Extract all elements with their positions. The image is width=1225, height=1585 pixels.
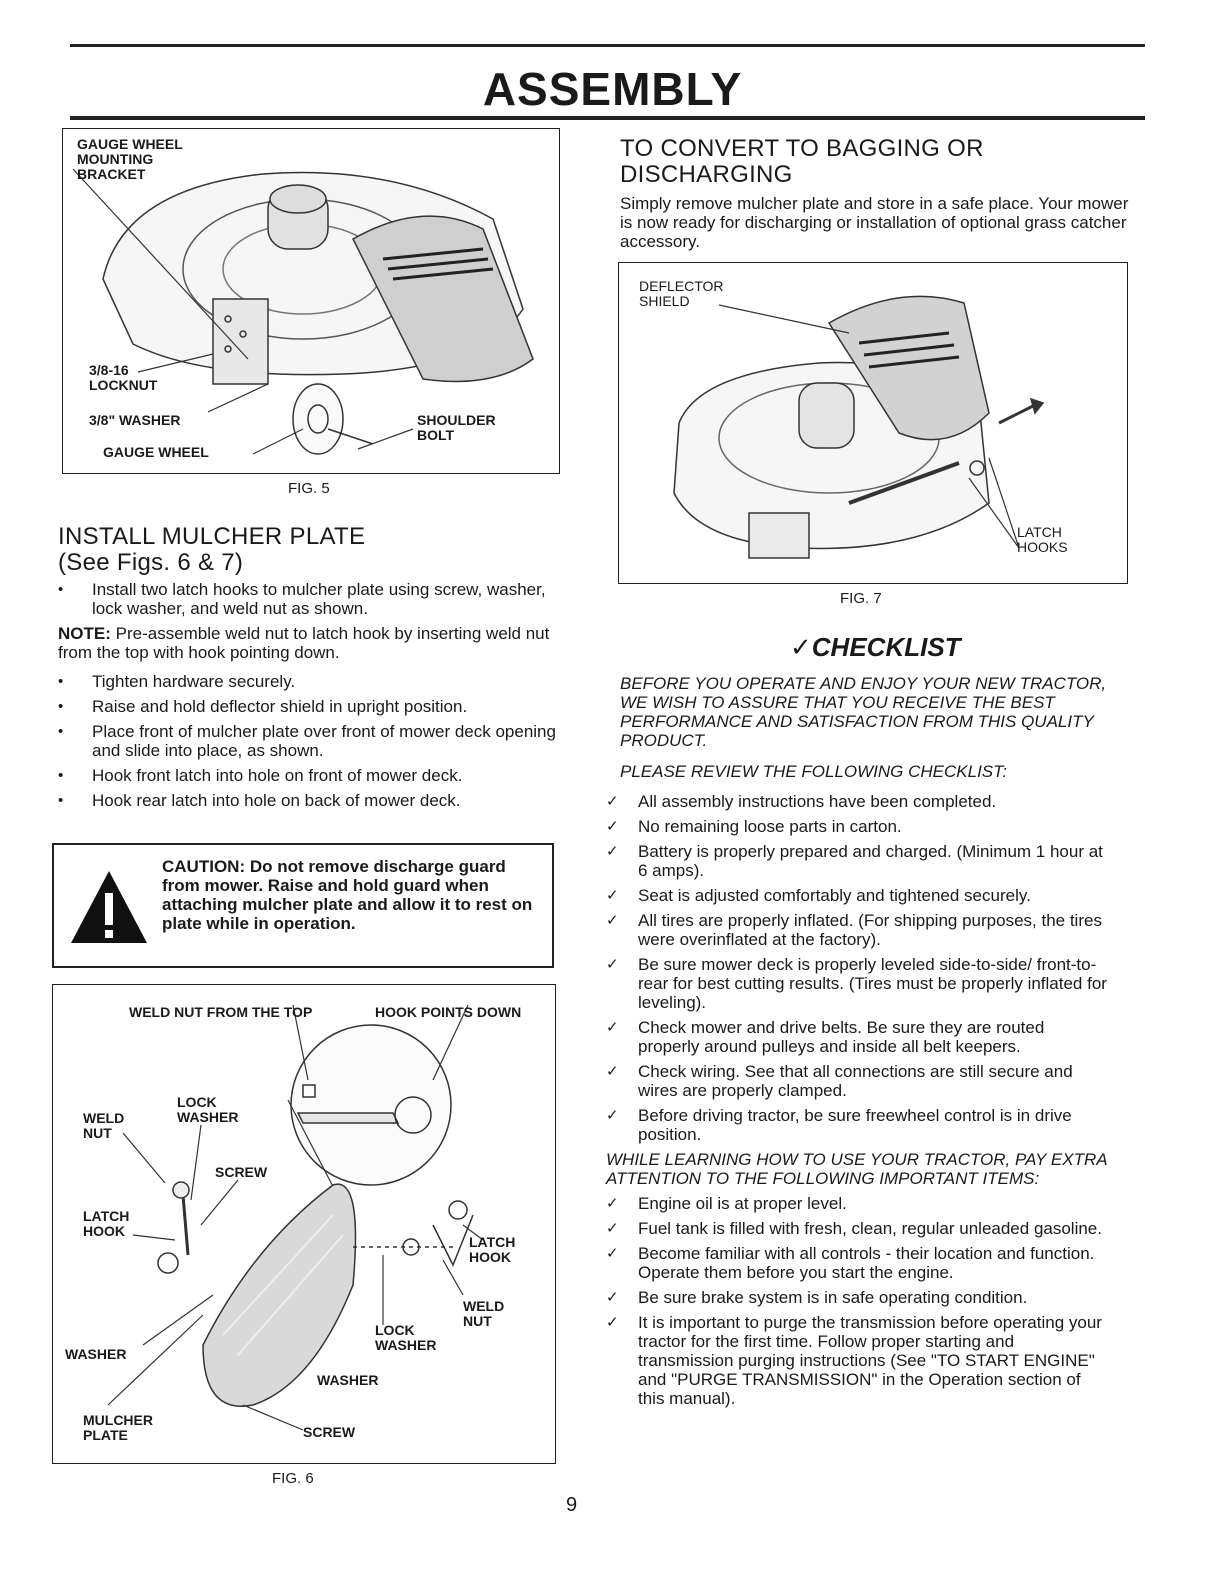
list-item: ✓ Seat is adjusted comfortably and tightened securely. <box>606 886 1110 905</box>
warning-triangle-icon <box>68 867 150 949</box>
label-latch-hooks: LATCH HOOKS <box>1017 524 1068 555</box>
list-item: • Place front of mulcher plate over front of mower deck opening and slide into place, as shown. <box>58 722 558 760</box>
install-bullet-1 <box>58 580 558 618</box>
figure-5-caption: FIG. 5 <box>288 480 330 497</box>
label-weld-nut-right: WELD NUT <box>463 1298 505 1329</box>
top-rule <box>70 44 1145 47</box>
label-screw-left: SCREW <box>215 1164 268 1180</box>
list-item: ✓ No remaining loose parts in carton. <box>606 817 1110 836</box>
list-item: ✓ All tires are properly inflated. (For shipping purposes, the tires were overinflated at the factory). <box>606 911 1110 949</box>
install-bullet-list <box>58 672 558 810</box>
list-item: ✓ Check mower and drive belts. Be sure they are routed properly around pulleys and inside all belt keepers. <box>606 1018 1110 1056</box>
label-mulcher-plate: MULCHER PLATE <box>83 1412 153 1443</box>
list-item: ✓ It is important to purge the transmission before operating your tractor for the first time. Follow proper starting and transmission purging instructions (See "TO START ENGINE" and "PURGE TRANSMISSION" in the Operation section of this manual). <box>606 1313 1110 1408</box>
note-label: NOTE: <box>58 624 111 643</box>
label-screw-center: SCREW <box>303 1424 356 1440</box>
label-latch-hook-right: LATCH HOOK <box>469 1234 516 1265</box>
caution-box <box>52 843 554 968</box>
convert-heading-line1: TO CONVERT TO BAGGING OR <box>620 135 984 162</box>
checklist-heading: ✓CHECKLIST <box>790 632 961 662</box>
install-heading <box>58 524 538 576</box>
figure-7-caption: FIG. 7 <box>840 590 882 607</box>
install-heading-line2: (See Figs. 6 & 7) <box>58 549 244 576</box>
list-item: ✓ Be sure brake system is in safe operating condition. <box>606 1288 1110 1307</box>
figure-6 <box>52 984 556 1464</box>
page-number: 9 <box>566 1494 578 1516</box>
list-item: ✓ Battery is properly prepared and charged. (Minimum 1 hour at 6 amps). <box>606 842 1110 880</box>
checklist-list-1 <box>606 792 1110 1144</box>
label-weld-nut-left: WELD NUT <box>83 1110 125 1141</box>
figure-6-caption: FIG. 6 <box>272 1470 314 1487</box>
list-item: ✓ Fuel tank is filled with fresh, clean, regular unleaded gasoline. <box>606 1219 1110 1238</box>
list-item: • Tighten hardware securely. <box>58 672 558 691</box>
install-note <box>58 624 558 662</box>
label-gauge-wheel-mounting-bracket: GAUGE WHEEL MOUNTING BRACKET <box>77 136 183 182</box>
title-rule <box>70 116 1145 120</box>
label-locknut: 3/8-16 LOCKNUT <box>89 362 158 393</box>
install-instructions <box>58 580 558 816</box>
list-item: • Hook rear latch into hole on back of mower deck. <box>58 791 558 810</box>
list-item: ✓ Become familiar with all controls - their location and function. Operate them before you start the engine. <box>606 1244 1110 1282</box>
list-item: ✓ All assembly instructions have been completed. <box>606 792 1110 811</box>
list-item: ✓ Be sure mower deck is properly leveled side-to-side/ front-to-rear for best cutting results. (Tires must be properly inflated for leveling). <box>606 955 1110 1012</box>
list-item: • Hook front latch into hole on front of mower deck. <box>58 766 558 785</box>
list-item: • Raise and hold deflector shield in upright position. <box>58 697 558 716</box>
label-weld-nut-from-top: WELD NUT FROM THE TOP <box>129 1004 313 1020</box>
convert-heading-line2: DISCHARGING <box>620 161 793 188</box>
label-hook-points-down: HOOK POINTS DOWN <box>375 1004 522 1020</box>
label-gauge-wheel: GAUGE WHEEL <box>103 444 209 460</box>
list-item: • Install two latch hooks to mulcher plate using screw, washer, lock washer, and weld nut as shown. <box>58 580 558 618</box>
label-shoulder-bolt: SHOULDER BOLT <box>417 412 496 443</box>
convert-heading <box>620 136 1140 188</box>
page-title: ASSEMBLY <box>482 63 743 115</box>
install-heading-line1: INSTALL MULCHER PLATE <box>58 523 366 550</box>
checklist-while-learning: WHILE LEARNING HOW TO USE YOUR TRACTOR, PAY EXTRA ATTENTION TO THE FOLLOWING IMPORTANT ITEMS: <box>606 1150 1107 1188</box>
label-deflector-shield: DEFLECTOR SHIELD <box>639 278 724 309</box>
label-washer-left: WASHER <box>65 1346 127 1362</box>
figure-7 <box>618 262 1128 584</box>
label-latch-hook-left: LATCH HOOK <box>83 1208 130 1239</box>
label-lock-washer-right: LOCK WASHER <box>375 1322 437 1353</box>
figure-5 <box>62 128 560 474</box>
note-text: Pre-assemble weld nut to latch hook by inserting weld nut from the top with hook pointing down. <box>58 624 550 662</box>
list-item: ✓ Check wiring. See that all connections are still secure and wires are properly clamped. <box>606 1062 1110 1100</box>
label-washer-center: WASHER <box>317 1372 379 1388</box>
list-item: ✓ Engine oil is at proper level. <box>606 1194 1110 1213</box>
list-item: ✓ Before driving tractor, be sure freewheel control is in drive position. <box>606 1106 1110 1144</box>
label-lock-washer-left: LOCK WASHER <box>177 1094 239 1125</box>
checklist-list-2 <box>606 1194 1110 1408</box>
checklist-intro: BEFORE YOU OPERATE AND ENJOY YOUR NEW TRACTOR, WE WISH TO ASSURE THAT YOU RECEIVE THE BEST PERFORMANCE AND SATISFACTION FROM THIS QUALITY PRODUCT. <box>620 674 1107 750</box>
checklist-review: PLEASE REVIEW THE FOLLOWING CHECKLIST: <box>620 762 1007 781</box>
caution-text: CAUTION: Do not remove discharge guard from mower. Raise and hold guard when attaching mulcher plate and allow it to rest on plate while in operation. <box>162 857 533 933</box>
checklist-items <box>606 792 1110 1414</box>
label-washer: 3/8" WASHER <box>89 412 181 428</box>
convert-text: Simply remove mulcher plate and store in a safe place. Your mower is now ready for discharging or installation of optional grass catcher accessory. <box>620 194 1129 251</box>
